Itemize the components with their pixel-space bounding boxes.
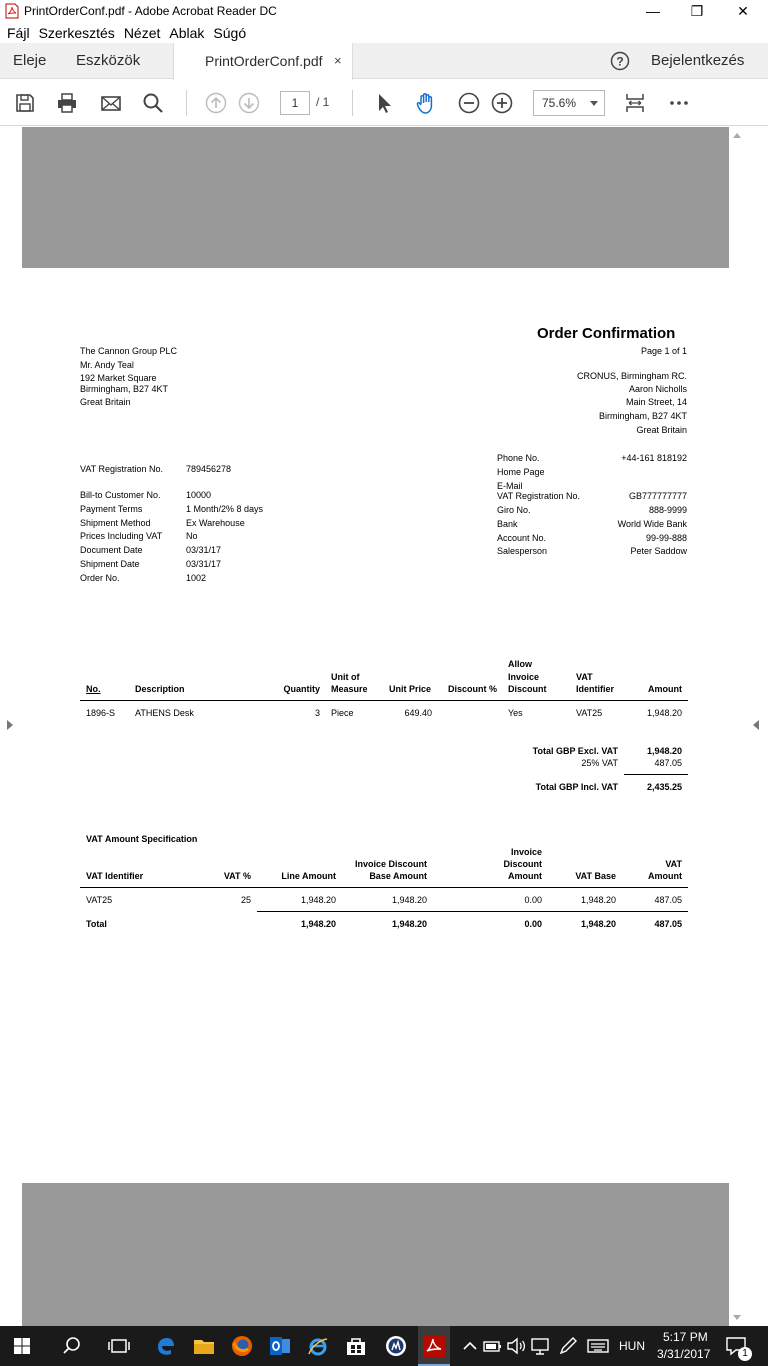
- expand-left-pane-icon[interactable]: [7, 720, 13, 730]
- vat-label: 25% VAT: [581, 758, 618, 768]
- totals-rule: [624, 774, 688, 775]
- vat-row-pct: 25: [240, 895, 251, 905]
- menu-bar: [0, 22, 768, 43]
- close-icon: ✕: [737, 2, 749, 19]
- windows-start-icon[interactable]: [10, 1334, 34, 1358]
- file-explorer-icon[interactable]: [192, 1334, 216, 1358]
- col-header: Invoice: [508, 672, 540, 682]
- col-header: Amount: [648, 871, 682, 881]
- field-label: Prices Including VAT: [80, 531, 163, 541]
- customer-address-line: The Cannon Group PLC: [80, 346, 178, 356]
- document-title: Order Confirmation: [537, 325, 676, 342]
- field-label: Shipment Date: [80, 559, 140, 569]
- toolbar-divider: [352, 90, 353, 116]
- internet-explorer-icon[interactable]: [306, 1334, 330, 1358]
- search-icon[interactable]: [142, 92, 164, 114]
- zoom-select[interactable]: [533, 90, 605, 116]
- acrobat-reader-icon[interactable]: [422, 1334, 446, 1358]
- col-header: Invoice Discount: [354, 859, 427, 869]
- network-icon[interactable]: [528, 1334, 552, 1358]
- company-address-line: Great Britain: [636, 425, 687, 435]
- field-value: Peter Saddow: [630, 546, 687, 556]
- field-value: No: [186, 531, 198, 541]
- scroll-up-icon[interactable]: [733, 133, 741, 138]
- total-incl-value: 2,435.25: [646, 782, 682, 792]
- line-amount: 1,948.20: [646, 708, 682, 718]
- minimize-button[interactable]: [630, 0, 676, 22]
- field-label: E-Mail: [497, 481, 523, 491]
- field-label: Bill-to Customer No.: [80, 490, 161, 500]
- page-gap-top: [22, 127, 729, 268]
- pen-icon[interactable]: [556, 1334, 580, 1358]
- tab-tools[interactable]: Eszközök: [76, 52, 141, 69]
- outlook-icon[interactable]: [268, 1334, 292, 1358]
- col-header: Amount: [648, 684, 682, 694]
- field-value: GB777777777: [628, 491, 687, 501]
- tab-document-label: PrintOrderConf.pdf: [205, 53, 323, 69]
- hand-tool-icon[interactable]: [415, 92, 437, 114]
- col-header: VAT %: [223, 871, 251, 881]
- total-excl-label: Total GBP Excl. VAT: [532, 746, 618, 756]
- customer-address-line: 192 Market Square: [80, 373, 157, 383]
- tab-document[interactable]: [173, 43, 353, 80]
- vat-value: 487.05: [654, 758, 682, 768]
- col-header: Amount: [508, 871, 542, 881]
- search-icon[interactable]: [60, 1334, 84, 1358]
- field-label: Document Date: [80, 545, 143, 555]
- vat-total-inv-disc-base: 1,948.20: [391, 919, 427, 929]
- volume-icon[interactable]: [504, 1334, 528, 1358]
- customer-address-line: Birmingham, B27 4KT: [80, 384, 169, 394]
- col-header: VAT Base: [575, 871, 616, 881]
- show-hidden-icons-chevron-up-icon[interactable]: [458, 1334, 482, 1358]
- table-rule: [80, 700, 688, 701]
- store-icon[interactable]: [344, 1334, 368, 1358]
- vat-row-inv-disc-base: 1,948.20: [391, 895, 427, 905]
- help-icon[interactable]: [610, 51, 630, 71]
- col-header: Identifier: [576, 684, 615, 694]
- document-viewer[interactable]: [0, 127, 768, 1326]
- table-rule: [257, 911, 688, 912]
- total-excl-value: 1,948.20: [646, 746, 682, 756]
- vat-reg-value: 789456278: [186, 464, 232, 474]
- col-header: No.: [86, 684, 101, 694]
- field-value: 03/31/17: [186, 545, 222, 555]
- field-value: Ex Warehouse: [186, 518, 245, 528]
- minimize-icon: —: [646, 3, 660, 19]
- line-unit-price: 649.40: [404, 708, 432, 718]
- zoom-value: 75.6%: [542, 96, 577, 110]
- tab-bar: [0, 43, 768, 79]
- col-header: Unit of: [331, 672, 360, 682]
- col-header: Discount %: [448, 684, 498, 694]
- clock-date[interactable]: 3/31/2017: [657, 1347, 711, 1361]
- col-header: Invoice: [510, 847, 542, 857]
- menu-view[interactable]: Nézet: [123, 24, 161, 41]
- field-value: World Wide Bank: [617, 519, 687, 529]
- vat-row-amount: 487.05: [654, 895, 682, 905]
- vat-row-identifier: VAT25: [86, 895, 113, 905]
- page-info: Page 1 of 1: [640, 346, 687, 356]
- task-view-icon[interactable]: [107, 1334, 131, 1358]
- scroll-down-icon[interactable]: [733, 1315, 741, 1320]
- save-icon[interactable]: [14, 92, 36, 114]
- customer-address-line: Mr. Andy Teal: [80, 360, 134, 370]
- maximize-button[interactable]: [674, 0, 720, 22]
- field-value: 1 Month/2% 8 days: [186, 504, 264, 514]
- restore-icon: ❐: [690, 2, 704, 19]
- field-value: 1002: [186, 573, 207, 583]
- line-no: 1896-S: [86, 708, 116, 718]
- window-title: PrintOrderConf.pdf - Adobe Acrobat Reader DC: [24, 4, 277, 18]
- col-header: Allow: [508, 659, 532, 669]
- vat-total-line-amount: 1,948.20: [300, 919, 336, 929]
- company-address-line: CRONUS, Birmingham RC.: [576, 371, 687, 381]
- zoom-out-icon[interactable]: [458, 92, 480, 114]
- col-header: VAT: [576, 672, 593, 682]
- field-label: Home Page: [497, 467, 545, 477]
- acrobat-pdf-icon: [4, 3, 20, 19]
- field-label: Shipment Method: [80, 518, 151, 528]
- line-vat: VAT25: [576, 708, 603, 718]
- svg-text:?: ?: [616, 54, 624, 69]
- next-page-icon[interactable]: [238, 92, 260, 114]
- col-header: Discount: [508, 684, 547, 694]
- line-quantity: 3: [314, 708, 320, 718]
- col-header: Description: [135, 684, 185, 694]
- field-value: 99-99-888: [645, 533, 687, 543]
- taskbar: [0, 1326, 768, 1366]
- email-icon[interactable]: [100, 92, 122, 114]
- field-value: 10000: [186, 490, 212, 500]
- field-value: 888-9999: [648, 505, 687, 515]
- fit-page-icon[interactable]: [624, 92, 646, 114]
- customer-address-line: Great Britain: [80, 397, 131, 407]
- col-header: Unit Price: [389, 684, 432, 694]
- vat-row-inv-disc: 0.00: [524, 895, 542, 905]
- company-address-line: Birmingham, B27 4KT: [598, 411, 687, 421]
- more-options-icon[interactable]: [668, 92, 690, 114]
- field-label: Bank: [497, 519, 518, 529]
- field-value: +44-161 818192: [621, 453, 687, 463]
- total-incl-label: Total GBP Incl. VAT: [535, 782, 618, 792]
- vat-row-base: 1,948.20: [580, 895, 616, 905]
- field-label: Payment Terms: [80, 504, 143, 514]
- col-header: Measure: [331, 684, 368, 694]
- field-label: Phone No.: [497, 453, 540, 463]
- col-header: Quantity: [283, 684, 320, 694]
- title-bar: [0, 0, 768, 22]
- menu-window[interactable]: Ablak: [169, 24, 205, 41]
- line-unit: Piece: [331, 708, 354, 718]
- field-label: Salesperson: [497, 546, 548, 556]
- vat-reg-label: VAT Registration No.: [80, 464, 164, 474]
- toolbar-divider: [186, 90, 187, 116]
- zoom-in-icon[interactable]: [491, 92, 513, 114]
- chevron-down-icon: [590, 101, 598, 106]
- firefox-icon[interactable]: [230, 1334, 254, 1358]
- col-header: Line Amount: [281, 871, 336, 881]
- notification-badge: 1: [738, 1347, 752, 1361]
- expand-right-pane-icon[interactable]: [753, 720, 759, 730]
- edge-browser-icon[interactable]: [154, 1334, 178, 1358]
- page-total: / 1: [316, 95, 330, 109]
- page-gap-bottom: [22, 1183, 729, 1326]
- field-value: 03/31/17: [186, 559, 222, 569]
- menu-file[interactable]: Fájl: [7, 24, 30, 41]
- vat-total-label: Total: [86, 919, 107, 929]
- col-header: Discount: [503, 859, 542, 869]
- clock-time[interactable]: 5:17 PM: [663, 1330, 708, 1344]
- previous-page-icon[interactable]: [205, 92, 227, 114]
- tab-close-icon[interactable]: ×: [334, 53, 342, 68]
- toolbar: [0, 80, 768, 126]
- menu-help[interactable]: Súgó: [213, 24, 247, 41]
- vat-total-base: 1,948.20: [580, 919, 616, 929]
- line-description: ATHENS Desk: [135, 708, 194, 718]
- col-header: VAT Identifier: [86, 871, 144, 881]
- field-label: Order No.: [80, 573, 120, 583]
- vat-spec-title: VAT Amount Specification: [86, 834, 198, 844]
- tab-home[interactable]: Eleje: [13, 52, 47, 69]
- vat-total-inv-disc: 0.00: [524, 919, 542, 929]
- print-icon[interactable]: [56, 92, 78, 114]
- menu-edit[interactable]: Szerkesztés: [38, 24, 115, 41]
- field-label: Giro No.: [497, 505, 531, 515]
- select-cursor-icon[interactable]: [373, 92, 395, 114]
- close-button[interactable]: [720, 0, 766, 22]
- vat-row-line-amount: 1,948.20: [300, 895, 336, 905]
- dynamics-nav-icon[interactable]: [384, 1334, 408, 1358]
- vat-total-amount: 487.05: [654, 919, 682, 929]
- field-label: VAT Registration No.: [497, 491, 581, 501]
- company-address-line: Main Street, 14: [625, 397, 687, 407]
- field-label: Account No.: [497, 533, 547, 543]
- battery-icon[interactable]: [480, 1334, 504, 1358]
- signin-link[interactable]: Bejelentkezés: [651, 52, 745, 69]
- touch-keyboard-icon[interactable]: [586, 1334, 610, 1358]
- page-number-input[interactable]: 1: [280, 91, 310, 115]
- table-rule: [80, 887, 688, 888]
- line-allow: Yes: [508, 708, 523, 718]
- col-header: VAT: [665, 859, 682, 869]
- input-language[interactable]: HUN: [619, 1339, 645, 1353]
- col-header: Base Amount: [369, 871, 427, 881]
- company-address-line: Aaron Nicholls: [628, 384, 687, 394]
